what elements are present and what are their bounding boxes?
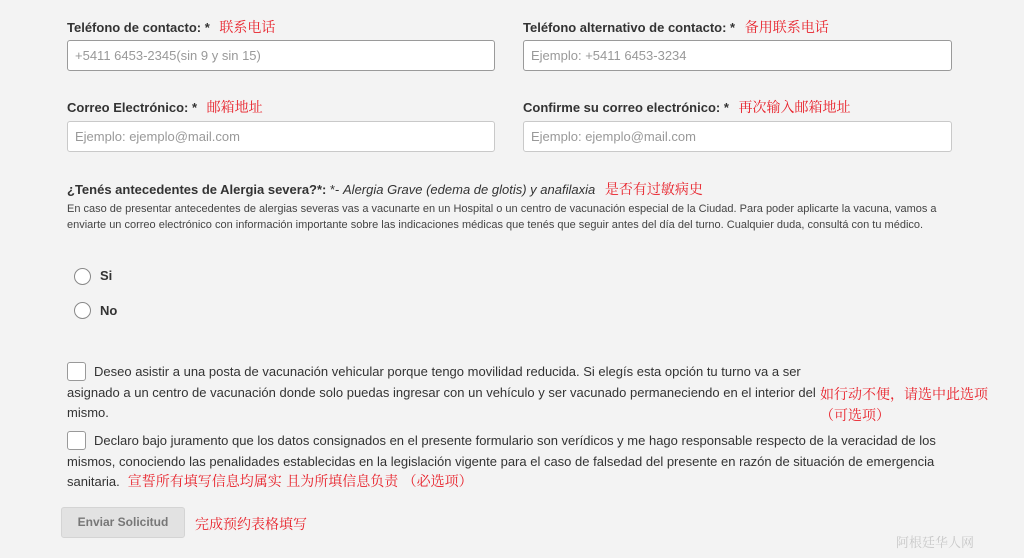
alt-phone-label <box>523 17 829 37</box>
vehicular-translation-note: 如行动不便，请选中此选项 （可选项） <box>820 387 988 424</box>
email-translation-note: 邮箱地址 <box>206 100 263 116</box>
submit-button[interactable]: Enviar Solicitud <box>61 507 185 538</box>
allergy-question-text: ¿Tenés antecedentes de Alergia severa?*: <box>67 182 327 197</box>
email-confirm-label-text: Confirme su correo electrónico: * <box>523 100 729 115</box>
alt-phone-translation-note: 备用联系电话 <box>744 20 829 36</box>
allergy-question-detail: Alergia Grave (edema de glotis) y anafilaxia <box>343 182 596 197</box>
declaration-translation-note: 宣誓所有填写信息均属实 且为所填信息负责 （必选项） <box>127 474 473 490</box>
allergy-radio-no[interactable] <box>74 302 91 319</box>
declaration-text-body: Declaro bajo juramento que los datos consignados en el presente formulario son verídicos y me hago responsable respecto de la veracidad de los mismos, conociendo las penalidades establecidas en la legislación vigente para el caso de falsedad del presente en razón de situación de emergencia sanitaria. <box>67 433 936 489</box>
email-label <box>67 97 263 117</box>
phone-label <box>67 17 275 37</box>
allergy-translation-note: 是否有过敏病史 <box>604 182 703 198</box>
allergy-radio-si[interactable] <box>74 268 91 285</box>
alt-phone-label-text: Teléfono alternativo de contacto: * <box>523 20 736 35</box>
allergy-option-si-label[interactable]: Si <box>100 268 113 283</box>
allergy-required-mark: *- <box>326 182 344 197</box>
allergy-question <box>67 179 703 199</box>
phone-input[interactable] <box>67 40 495 71</box>
submit-translation-note: 完成预约表格填写 <box>195 517 307 533</box>
email-input[interactable] <box>67 121 495 152</box>
declaration-text[interactable] <box>67 431 947 493</box>
alt-phone-input[interactable] <box>523 40 952 71</box>
allergy-option-no-label[interactable]: No <box>100 303 118 318</box>
watermark: 阿根廷华人网 <box>896 536 975 551</box>
email-confirm-input[interactable] <box>523 121 952 152</box>
vehicular-text[interactable]: Deseo asistir a una posta de vacunación vehicular porque tengo movilidad reducida. Si elegís esta opción tu turno va a ser asignado a un centro de vacunación donde solo puedas ingresar con un vehículo y ser vacunado permaneciendo en el interior del mismo. <box>67 364 816 420</box>
phone-label-text: Teléfono de contacto: * <box>67 20 210 35</box>
email-confirm-translation-note: 再次输入邮箱地址 <box>738 100 851 116</box>
email-label-text: Correo Electrónico: * <box>67 100 198 115</box>
email-confirm-label <box>523 97 851 117</box>
phone-translation-note: 联系电话 <box>219 20 276 36</box>
allergy-help-text: En caso de presentar antecedentes de alergias severas vas a vacunarte en un Hospital o un centro de vacunación especial de la Ciudad. Para poder aplicarte la vacuna, vamos a enviarte un correo electrónico con información importante sobre las indicaciones médicas que tenés que seguir antes del día del turno. Cualquier duda, consultá con tu médico. <box>67 203 937 231</box>
